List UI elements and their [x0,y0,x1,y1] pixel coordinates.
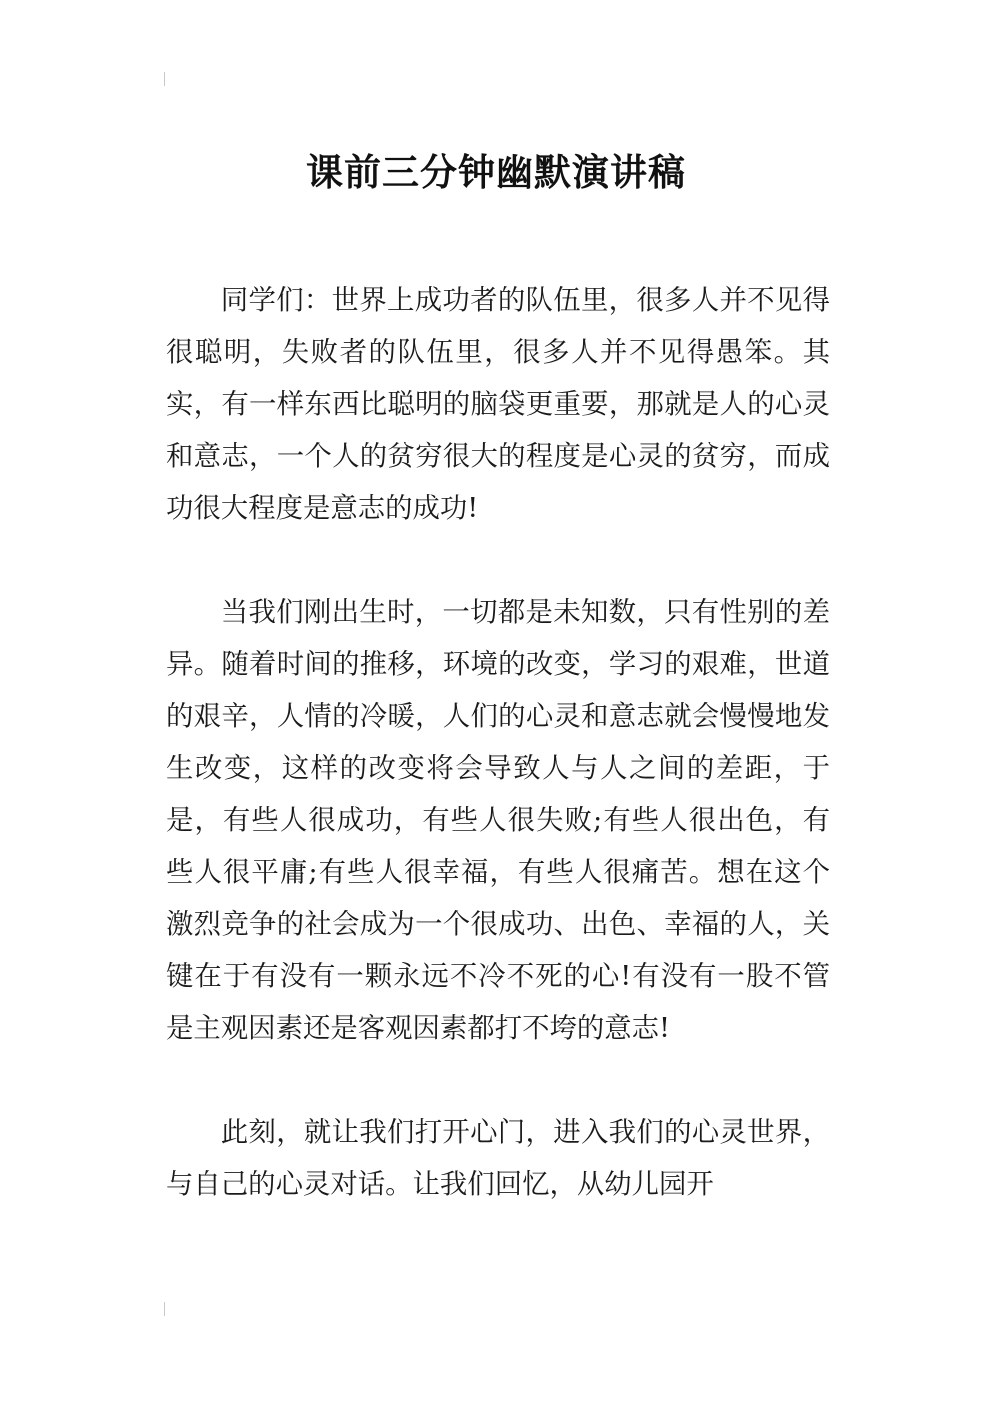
paragraph-1: 同学们：世界上成功者的队伍里，很多人并不见得很聪明，失败者的队伍里，很多人并不见得愚笨。其实，有一样东西比聪明的脑袋更重要，那就是人的心灵和意志，一个人的贫穷很大的程度是心灵的贫穷，而成功很大程度是意志的成功! [166,285,830,524]
page-corner-mark-top [164,72,165,86]
page-corner-mark-bottom [164,1302,165,1316]
paragraph-2: 当我们刚出生时，一切都是未知数，只有性别的差异。随着时间的推移，环境的改变，学习的艰难，世道的艰辛，人情的冷暖，人们的心灵和意志就会慢慢地发生改变，这样的改变将会导致人与人之间的差距，于是，有些人很成功，有些人很失败;有些人很出色，有些人很平庸;有些人很幸福，有些人很痛苦。想在这个激烈竞争的社会成为一个很成功、出色、幸福的人，关键在于有没有一颗永远不冷不死的心!有没有一股不管是主观因素还是客观因素都打不垮的意志! [166,597,830,1044]
document-body [166,275,830,1211]
document-title: 课前三分钟幽默演讲稿 [306,150,686,194]
paragraph-3: 此刻，就让我们打开心门，进入我们的心灵世界，与自己的心灵对话。让我们回忆，从幼儿园开 [166,1117,830,1200]
